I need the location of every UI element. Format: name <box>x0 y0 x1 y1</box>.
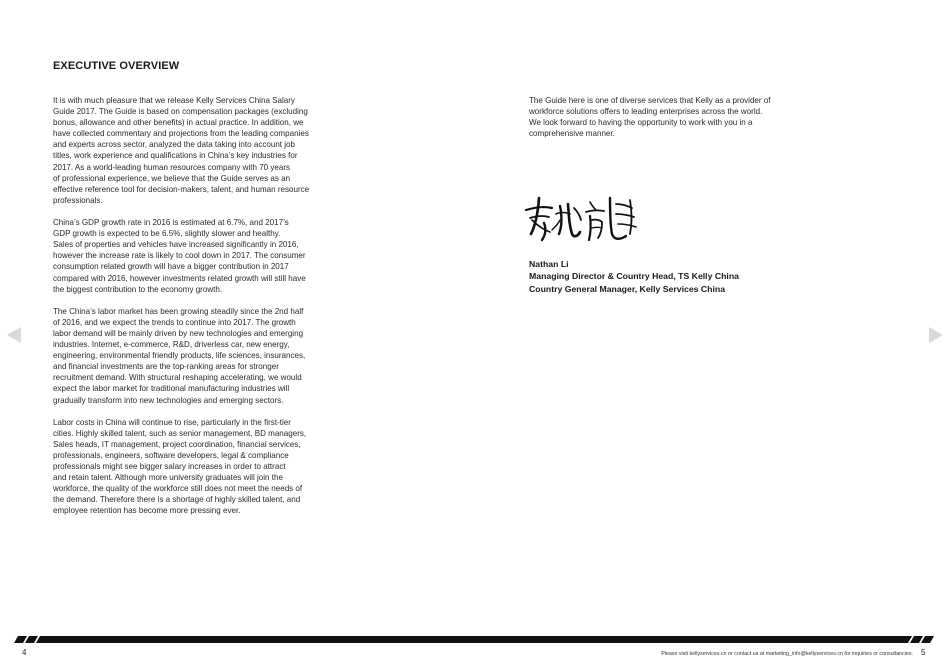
paragraph-3 <box>53 306 358 406</box>
text-line: the demand. Therefore there is a shortage of highly skilled talent, and <box>53 495 301 505</box>
paragraph-1 <box>53 95 358 206</box>
text-line: bonus, allowance and other benefits) in actual practice. In addition, we <box>53 118 304 128</box>
page-number-left: 4 <box>22 648 27 657</box>
text-line: have collected commentary and projections from the leading companies <box>53 129 309 139</box>
text-line: and experts across sector, analyzed the data taking into account job <box>53 140 296 150</box>
text-line: of 2016, and we expect the trends to continue into 2017. The growth <box>53 317 296 327</box>
text-line: and financial investments are the top-ranking areas for stronger <box>53 362 279 372</box>
text-line: titles, work experience and qualifications in China’s key industries for <box>53 151 298 161</box>
text-line: the biggest contribution to the economy growth. <box>53 284 223 294</box>
right-column <box>529 95 819 150</box>
signer-block <box>529 258 739 295</box>
text-line: consumption related growth will have a bigger contribution in 2017 <box>53 262 289 272</box>
text-line: engineering, environmental friendly products, life sciences, insurances, <box>53 351 306 361</box>
footer-bar <box>0 636 950 643</box>
text-line: compared with 2016, however investments related growth will still have <box>53 273 306 283</box>
text-line: expect the labor market for traditional manufacturing industries will <box>53 384 290 394</box>
text-line: 2017. As a world-leading human resources company with 70 years <box>53 162 291 172</box>
text-line: Sales heads, IT management, project coordination, financial services, <box>53 439 301 449</box>
text-line: It is with much pleasure that we release Kelly Services China Salary <box>53 96 295 105</box>
text-line: of professional experience, we believe that the Guide serves as an <box>53 173 291 183</box>
text-line: effective reference tool for decision-makers, talent, and human resource <box>53 184 310 194</box>
text-line: We look forward to having the opportunity to work with you in a <box>529 118 753 128</box>
text-line: gradually transform into new technologies and emerging sectors. <box>53 395 284 405</box>
text-line: workforce, the quality of the workforce still does not meet the needs of <box>53 484 303 494</box>
text-line: cities. Highly skilled talent, such as senior management, BD managers, <box>53 428 307 438</box>
text-line: Sales of properties and vehicles have increased significantly in 2016, <box>53 240 299 250</box>
page-title: EXECUTIVE OVERVIEW <box>53 60 180 72</box>
text-line: industries. Internet, e-commerce, R&D, driverless car, new energy, <box>53 340 290 350</box>
text-line: professionals might see bigger salary increases in order to attract <box>53 462 286 472</box>
text-line: employee retention has become more pressing ever. <box>53 506 241 516</box>
text-line: Labor costs in China will continue to rise, particularly in the first-tier <box>53 417 291 427</box>
handwritten-signature <box>522 190 642 245</box>
text-line: The China’s labor market has been growing steadily since the 2nd half <box>53 306 304 316</box>
text-line: professionals. <box>53 195 103 205</box>
text-line: The Guide here is one of diverse services that Kelly as a provider of <box>529 96 771 105</box>
page-number-right: 5 <box>921 648 926 657</box>
signer-title-2: Country General Manager, Kelly Services China <box>529 283 726 294</box>
paragraph-right-1 <box>529 95 819 139</box>
paragraph-4 <box>53 417 358 517</box>
text-line: professionals, engineers, software developers, legal & compliance <box>53 451 289 460</box>
paragraph-2 <box>53 217 358 295</box>
text-line: workforce solutions offers to leading enterprises across the world. <box>529 107 763 117</box>
text-line: China’s GDP growth rate in 2016 is estimated at 6.7%, and 2017’s <box>53 218 289 228</box>
text-line: labor demand will be mainly driven by new technologies and emerging <box>53 328 304 338</box>
text-line: Guide 2017. The Guide is based on compensation packages (excluding <box>53 107 308 117</box>
footer-note: Please visit kellyservices.cn or contact us at marketing_info@kellyservices.cn for inquiries or consultancies. <box>661 651 913 657</box>
signer-title: Managing Director & Country Head, TS Kelly China <box>529 271 739 282</box>
chevron-left-icon[interactable] <box>7 327 21 343</box>
text-line: recruitment demand. With structural reshaping accelerating, we would <box>53 373 302 383</box>
text-line: and retain talent. Although more university graduates will join the <box>53 473 283 483</box>
left-column <box>53 95 358 528</box>
text-line: GDP growth is expected to be 6.5%, slightly slower and healthy. <box>53 229 281 239</box>
text-line: however the increase rate is likely to cool down in 2017. The consumer <box>53 251 306 261</box>
text-line: comprehensive manner. <box>529 129 615 139</box>
chevron-right-icon[interactable] <box>929 327 943 343</box>
signer-name: Nathan Li <box>529 259 569 269</box>
